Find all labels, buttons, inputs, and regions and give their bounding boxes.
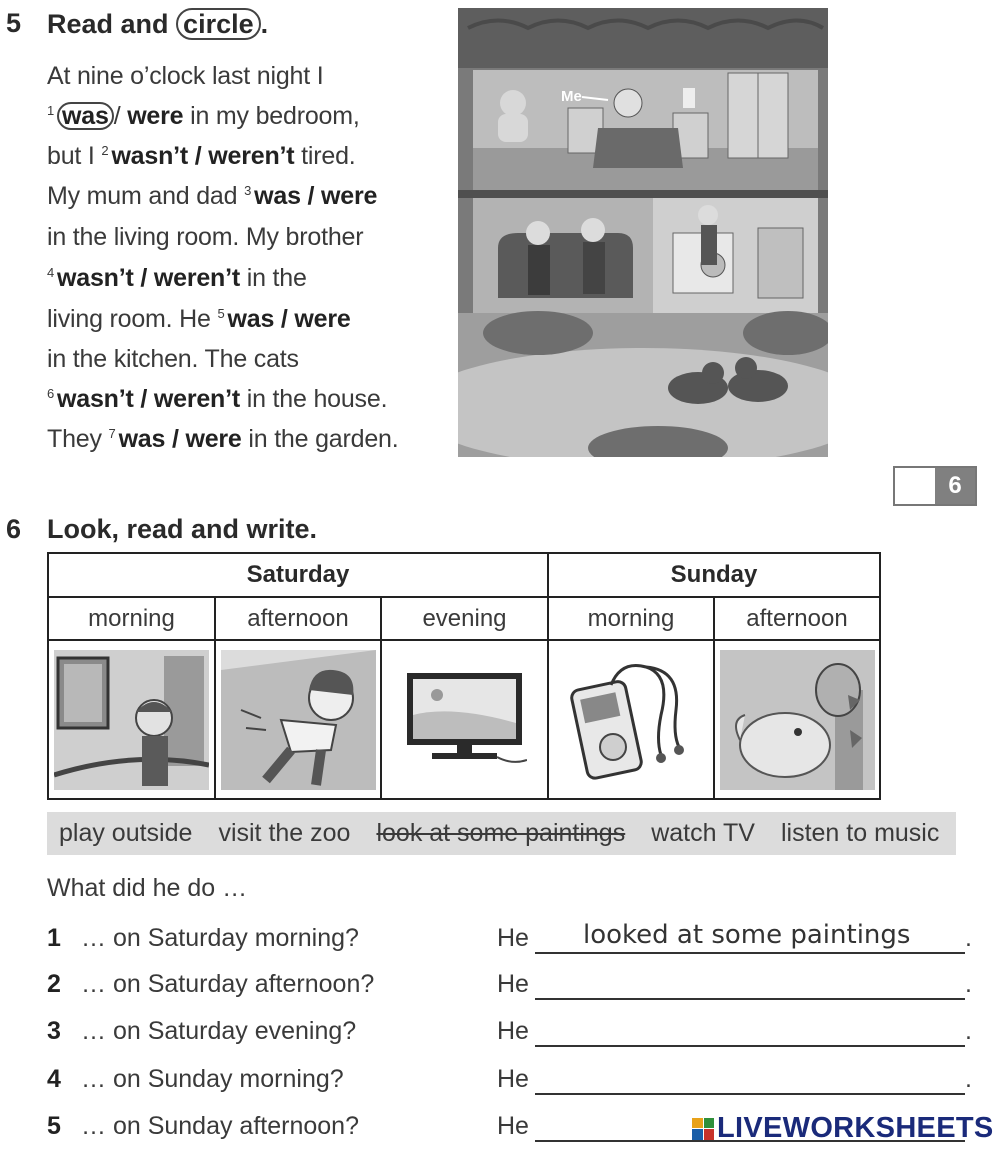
choice-4[interactable]: wasn’t / weren’t	[57, 264, 240, 292]
question-intro: What did he do …	[47, 874, 248, 902]
answer-period: .	[965, 924, 972, 952]
answer-prefix: He	[497, 970, 529, 998]
time-header: evening	[381, 597, 548, 640]
question-text: … on Sunday afternoon?	[81, 1112, 359, 1140]
day-header-saturday: Saturday	[48, 553, 548, 597]
question-text: … on Saturday evening?	[81, 1017, 357, 1045]
question-number: 3	[47, 1017, 61, 1045]
zoo-animals-picture	[720, 650, 875, 790]
example-answer: looked at some paintings	[583, 920, 911, 950]
time-header: afternoon	[714, 597, 880, 640]
answer-prefix: He	[497, 1112, 529, 1140]
passage-line-10: They $^7$ was / were in the garden.	[47, 425, 399, 453]
answer-period: .	[965, 1065, 972, 1093]
time-header: afternoon	[215, 597, 381, 640]
music-player-picture	[561, 655, 701, 785]
score-max: 6	[935, 468, 975, 504]
logo-mark-icon	[692, 1118, 714, 1140]
activity-table	[47, 552, 881, 800]
time-header: morning	[48, 597, 215, 640]
answer-input[interactable]	[535, 1093, 965, 1095]
picture-cell	[48, 640, 215, 799]
question-row-2	[47, 970, 977, 1010]
picture-cell	[548, 640, 714, 799]
question-row-3	[47, 1017, 977, 1057]
passage-line-2: $^1$ was / were in my bedroom,	[47, 102, 360, 130]
section-5-title	[47, 8, 268, 40]
title-period: .	[260, 9, 269, 39]
tv-picture	[402, 665, 527, 775]
word-bank-item[interactable]: play outside	[59, 819, 193, 847]
choice-3[interactable]: was / were	[254, 182, 378, 210]
liveworksheets-logo[interactable]	[692, 1112, 994, 1145]
question-number: 5	[47, 1112, 61, 1140]
word-bank	[47, 812, 956, 855]
word-bank-item-used: look at some paintings	[376, 819, 626, 847]
question-number: 1	[47, 924, 61, 952]
answer-period: .	[965, 970, 972, 998]
passage-line-4: My mum and dad $^3$ was / were	[47, 182, 378, 210]
answer-period: .	[965, 1017, 972, 1045]
boy-playing-outside-picture	[221, 650, 376, 790]
question-row-4	[47, 1065, 977, 1105]
circled-answer[interactable]: was	[57, 102, 114, 130]
answer-input[interactable]	[535, 998, 965, 1000]
passage-line-5: in the living room. My brother	[47, 223, 364, 251]
section-5-number: 5	[6, 8, 22, 38]
logo-text: LIVEWORKSHEETS	[717, 1112, 994, 1144]
passage-line-1: At nine o’clock last night I	[47, 62, 324, 90]
house-illustration	[458, 8, 828, 457]
day-header-sunday: Sunday	[548, 553, 880, 597]
choice-5[interactable]: was / were	[227, 305, 351, 333]
question-text: … on Saturday afternoon?	[81, 970, 375, 998]
question-row-1	[47, 920, 977, 964]
section-6-number: 6	[6, 514, 22, 544]
gap-number: 1	[47, 102, 55, 118]
choice-7[interactable]: was / were	[118, 425, 242, 453]
word-bank-item[interactable]: watch TV	[651, 819, 755, 847]
answer-prefix: He	[497, 924, 529, 952]
question-number: 4	[47, 1065, 61, 1093]
word-bank-item[interactable]: visit the zoo	[218, 819, 351, 847]
time-header: morning	[548, 597, 714, 640]
answer-line[interactable]	[535, 952, 965, 954]
me-label: Me	[561, 88, 582, 105]
answer-input[interactable]	[535, 1045, 965, 1047]
question-text: … on Saturday morning?	[81, 924, 359, 952]
title-circled-word: circle	[176, 8, 261, 40]
passage-line-8: in the kitchen. The cats	[47, 345, 299, 373]
house-drawing	[458, 8, 828, 457]
title-text: Read and	[47, 9, 169, 39]
answer-prefix: He	[497, 1017, 529, 1045]
choice-2[interactable]: wasn’t / weren’t	[111, 142, 295, 170]
score-input[interactable]	[895, 468, 935, 504]
passage-line-6: $^4$ wasn’t / weren’t in the	[47, 264, 307, 292]
picture-cell	[381, 640, 548, 799]
passage-line-3: but I $^2$ wasn’t / weren’t tired.	[47, 142, 356, 170]
picture-cell	[714, 640, 880, 799]
museum-paintings-picture	[54, 650, 209, 790]
question-number: 2	[47, 970, 61, 998]
question-text: … on Sunday morning?	[81, 1065, 344, 1093]
passage-line-7: living room. He $^5$ was / were	[47, 305, 351, 333]
score-box	[893, 466, 977, 506]
answer-prefix: He	[497, 1065, 529, 1093]
choice-6[interactable]: wasn’t / weren’t	[57, 385, 240, 413]
picture-cell	[215, 640, 381, 799]
section-6-title: Look, read and write.	[47, 514, 318, 544]
passage-line-9: $^6$ wasn’t / weren’t in the house.	[47, 385, 388, 413]
option-were[interactable]: were	[127, 102, 184, 130]
word-bank-item[interactable]: listen to music	[780, 819, 940, 847]
